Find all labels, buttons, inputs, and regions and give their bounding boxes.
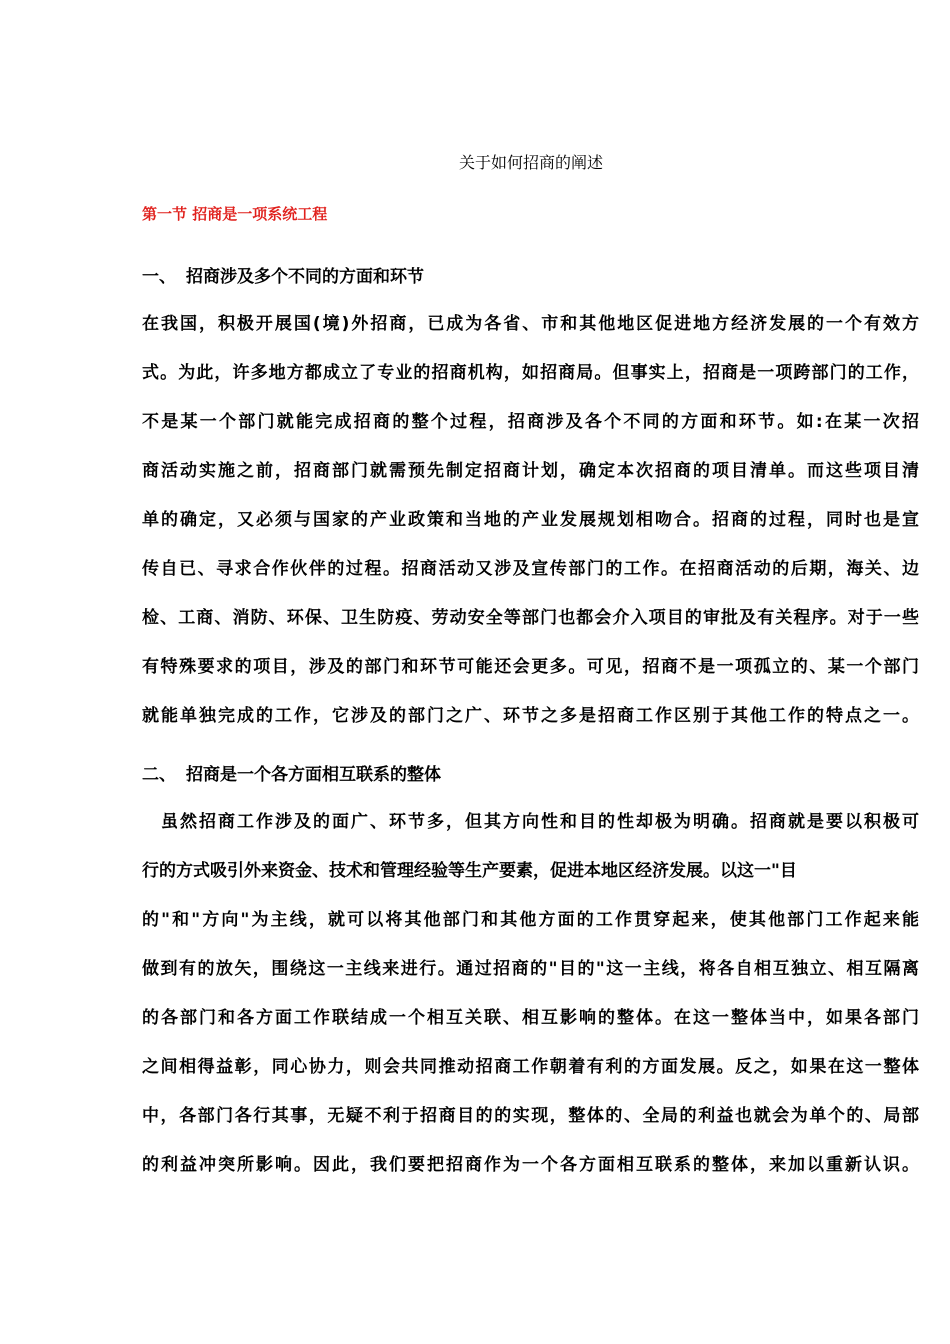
paragraph-line: 的利益冲突所影响。因此，我们要把招商作为一个各方面相互联系的整体，来加以重新认识。 (142, 1155, 919, 1175)
paragraph-line: 的"和"方向"为主线，就可以将其他部门和其他方面的工作贯穿起来，使其他部门工作起来能 (142, 910, 919, 930)
paragraph-line: 就能单独完成的工作，它涉及的部门之广、环节之多是招商工作区别于其他工作的特点之一。 (142, 706, 919, 726)
paragraph-line: 式。为此，许多地方都成立了专业的招商机构，如招商局。但事实上，招商是一项跨部门的工作， (142, 363, 919, 383)
paragraph-line: 的各部门和各方面工作联结成一个相互关联、相互影响的整体。在这一整体当中，如果各部门 (142, 1008, 919, 1028)
paragraph-line: 有特殊要求的项目，涉及的部门和环节可能还会更多。可见，招商不是一项孤立的、某一个部门 (142, 657, 919, 677)
paragraph-line: 检、工商、消防、环保、卫生防疫、劳动安全等部门也都会介入项目的审批及有关程序。对于一些 (142, 608, 919, 628)
heading-2 (142, 760, 441, 785)
heading-1 (142, 262, 424, 287)
heading-1-text: 招商涉及多个不同的方面和环节 (186, 267, 424, 287)
paragraph-line: 在我国，积极开展国(境)外招商，已成为各省、市和其他地区促进地方经济发展的一个有效方 (142, 314, 919, 334)
paragraph-line: 之间相得益彰，同心协力，则会共同推动招商工作朝着有利的方面发展。反之，如果在这一整体 (142, 1057, 919, 1077)
paragraph-line: 虽然招商工作涉及的面广、环节多，但其方向性和目的性却极为明确。招商就是要以积极可 (161, 812, 919, 832)
paragraph-2 (142, 810, 919, 1202)
paragraph-line: 不是某一个部门就能完成招商的整个过程，招商涉及各个不同的方面和环节。如:在某一次招 (142, 412, 919, 432)
document-title: 关于如何招商的阐述 (458, 153, 603, 172)
paragraph-1 (142, 312, 919, 753)
heading-1-number: 一、 (142, 267, 176, 287)
paragraph-line: 中，各部门各行其事，无疑不利于招商目的的实现，整体的、全局的利益也就会为单个的、局部 (142, 1106, 919, 1126)
heading-2-text: 招商是一个各方面相互联系的整体 (186, 765, 441, 785)
heading-2-number: 二、 (142, 765, 176, 785)
paragraph-line: 行的方式吸引外来资金、技术和管理经验等生产要素，促进本地区经济发展。以这一"目 (142, 861, 797, 881)
section-title: 第一节 招商是一项系统工程 (142, 205, 328, 223)
paragraph-line: 单的确定，又必须与国家的产业政策和当地的产业发展规划相吻合。招商的过程，同时也是宣 (142, 510, 919, 530)
paragraph-line: 做到有的放矢，围绕这一主线来进行。通过招商的"目的"这一主线，将各自相互独立、相互隔离 (142, 959, 919, 979)
paragraph-line: 商活动实施之前，招商部门就需预先制定招商计划，确定本次招商的项目清单。而这些项目清 (142, 461, 919, 481)
paragraph-line: 传自已、寻求合作伙伴的过程。招商活动又涉及宣传部门的工作。在招商活动的后期，海关、边 (142, 559, 919, 579)
